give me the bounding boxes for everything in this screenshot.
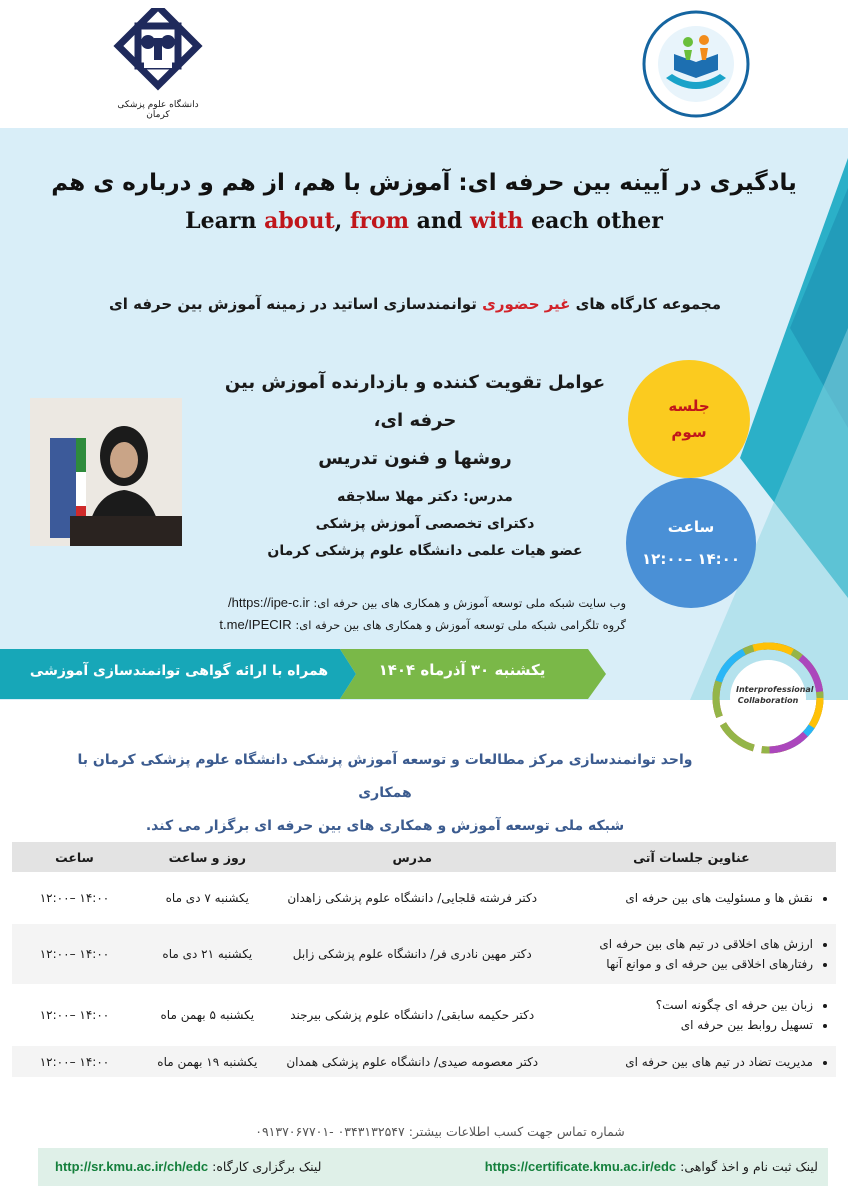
time-badge (626, 478, 756, 608)
series-after: توانمندسازی اساتید در زمینه آموزش بین حرفه ای (109, 295, 477, 313)
website-label: وب سایت شبکه ملی توسعه آموزش و همکاری های بین حرفه ای: (313, 596, 626, 610)
cell-topics (547, 921, 836, 987)
cell-topics (547, 1043, 836, 1077)
title-en-with: with (469, 208, 524, 234)
main-title-persian: یادگیری در آیینه بین حرفه ای: آموزش با هم، از هم و درباره ی هم (51, 170, 797, 196)
series-title (60, 295, 770, 313)
upcoming-sessions-table (12, 842, 836, 1077)
register-link-group (400, 1159, 818, 1174)
ipc-logo (700, 632, 836, 764)
university-emblem-icon (108, 8, 208, 98)
table-header-row (12, 842, 836, 875)
title-en-from: from (349, 208, 409, 234)
title-en-about: about (264, 208, 335, 234)
table-row (12, 987, 836, 1043)
organizer-line-2: شبکه ملی توسعه آموزش و همکاری های بین حرفه ای برگزار می کند. (145, 818, 625, 834)
topics-list (548, 934, 835, 974)
header-date: روز و ساعت (137, 842, 278, 875)
cell-topics (547, 875, 836, 921)
register-label: لینک ثبت نام و اخذ گواهی: (680, 1159, 818, 1174)
telegram-line (150, 614, 626, 636)
header-topics: عناوین جلسات آتی (547, 842, 836, 875)
cell-date: یکشنبه ۵ بهمن ماه (160, 1008, 255, 1022)
main-title-english (0, 208, 848, 234)
cell-topics (547, 987, 836, 1043)
topic-item: • رفتارهای اخلاقی بین حرفه ای و موانع آنها (548, 954, 813, 974)
series-before: مجموعه کارگاه های (575, 295, 721, 313)
header-teacher: مدرس (278, 842, 547, 875)
organizer-statement (60, 744, 710, 843)
workshop-link-group (55, 1159, 400, 1174)
topic-item: • ارزش های اخلاقی در تیم های بین حرفه ای (548, 934, 813, 954)
session-label: جلسه (668, 397, 710, 415)
teacher-portrait-image (30, 398, 182, 546)
network-logo (640, 8, 752, 120)
workshop-link[interactable]: http://sr.kmu.ac.ir/ch/edc (55, 1159, 209, 1174)
session-topic (200, 364, 630, 478)
topic-item: • مدیریت تضاد در تیم های بین حرفه ای (548, 1052, 813, 1072)
title-en-and: and (416, 208, 463, 234)
topics-list (548, 1052, 835, 1072)
cell-teacher: دکتر معصومه صیدی/ دانشگاه علوم پزشکی همدان (286, 1054, 539, 1069)
title-en-learn: Learn (185, 208, 257, 234)
contact-info: شماره تماس جهت کسب اطلاعات بیشتر: ۰۳۴۳۱۳۲۵۴۷ -۰۹۱۳۷۰۶۷۷۰۱ (255, 1124, 625, 1139)
telegram-label: گروه تلگرامی شبکه ملی توسعه آموزش و همکاری های بین حرفه ای: (295, 618, 626, 632)
topic-item: • تسهیل روابط بین حرفه ای (548, 1015, 813, 1035)
telegram-link[interactable]: t.me/IPECIR (219, 617, 292, 632)
header-time: ساعت (12, 842, 137, 875)
topic-line-1: عوامل تقویت کننده و بازدارنده آموزش بین حرفه ای، (224, 372, 606, 431)
teacher-photo (30, 398, 182, 546)
topic-item: • زبان بین حرفه ای چگونه است؟ (548, 995, 813, 1015)
ipc-center-text: Interprofessional Collaboration (736, 685, 814, 705)
organizer-line-1: واحد توانمندسازی مرکز مطالعات و توسعه آموزش پزشکی دانشگاه علوم پزشکی کرمان با همکاری (77, 752, 693, 801)
cell-date: یکشنبه ۷ دی ماه (165, 891, 249, 905)
website-line (150, 592, 626, 614)
university-logo (108, 8, 208, 120)
cell-date: یکشنبه ۱۹ بهمن ماه (157, 1054, 258, 1069)
table-row (12, 875, 836, 921)
cell-date: یکشنبه ۲۱ دی ماه (162, 947, 253, 961)
topics-list (548, 888, 835, 908)
cell-time: ۱۴:۰۰ –۱۲:۰۰ (39, 1054, 110, 1069)
teacher-affiliation: عضو هیات علمی دانشگاه علوم پزشکی کرمان (267, 543, 583, 559)
teacher-degree: دکترای تخصصی آموزش پزشکی (315, 516, 535, 532)
certificate-note: همراه با ارائه گواهی توانمندسازی آموزشی (29, 663, 329, 679)
register-link[interactable]: https://certificate.kmu.ac.ir/edc (484, 1159, 677, 1174)
teacher-name: مدرس: دکتر مهلا سلاجقه (337, 489, 513, 505)
time-value: ۱۴:۰۰ –۱۲:۰۰ (642, 550, 740, 568)
session-badge (628, 360, 750, 478)
table-row (12, 1043, 836, 1077)
topic-line-2: روشها و فنون تدریس (318, 448, 512, 469)
cell-teacher: دکتر مهین نادری فر/ دانشگاه علوم پزشکی زابل (292, 947, 532, 961)
topic-item: • نقش ها و مسئولیت های بین حرفه ای (548, 888, 813, 908)
series-highlight: غیر حضوری (482, 295, 571, 313)
table-row (12, 921, 836, 987)
cell-time: ۱۴:۰۰ –۱۲:۰۰ (39, 947, 110, 961)
cell-teacher: دکتر فرشته قلجایی/ دانشگاه علوم پزشکی زاهدان (287, 891, 538, 905)
workshop-label: لینک برگزاری کارگاه: (212, 1159, 322, 1174)
website-link[interactable]: https://ipe-c.ir/ (228, 595, 310, 610)
event-date: یکشنبه ۳۰ آذرماه ۱۴۰۴ (378, 661, 546, 679)
cell-teacher: دکتر حکیمه سابقی/ دانشگاه علوم پزشکی بیرجند (290, 1008, 535, 1022)
teacher-info (230, 484, 620, 565)
network-links (150, 592, 626, 636)
table-body (12, 875, 836, 1077)
cell-time: ۱۴:۰۰ –۱۲:۰۰ (39, 1008, 110, 1022)
topics-list (548, 995, 835, 1035)
time-label: ساعت (667, 518, 715, 536)
title-en-rest: each other (531, 208, 663, 234)
cell-time: ۱۴:۰۰ –۱۲:۰۰ (39, 891, 110, 905)
network-emblem-icon (640, 8, 752, 120)
session-number: سوم (671, 423, 707, 441)
title-en-comma: , (334, 208, 343, 234)
university-logo-caption: دانشگاه علوم پزشکی کرمان (117, 100, 199, 120)
